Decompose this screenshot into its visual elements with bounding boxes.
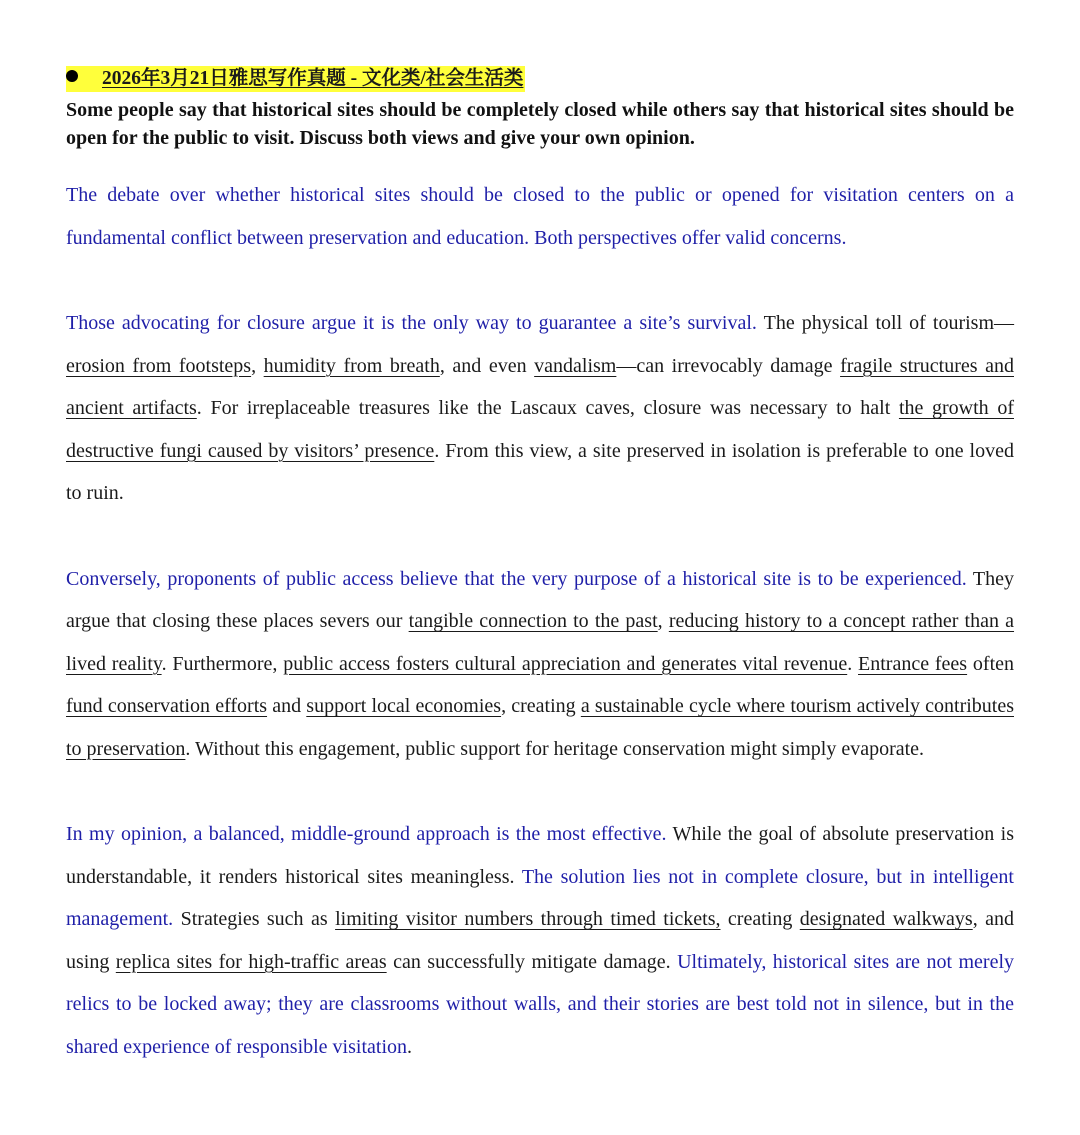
text-segment: . Furthermore, [161, 652, 284, 675]
underlined-phrase: reducing history to a concept rather than a lived reality [66, 610, 1015, 675]
text-segment: . Without this engagement, public support for heritage conservation might simply evaporate. [185, 737, 925, 760]
text-segment: . [847, 652, 859, 675]
text-segment: , [657, 610, 669, 632]
underlined-phrase: fragile structures and ancient artifacts [66, 354, 1014, 419]
highlighted-sentence: Ultimately, historical sites are not merely relics to be locked away; they are classrooms without walls, and their stories are best told not in silence, but in the shared experience of responsible visitation [66, 950, 1015, 1058]
essay-page [66, 62, 1014, 1068]
underlined-phrase: erosion from footsteps [66, 354, 252, 377]
underlined-phrase: fund conservation efforts [66, 695, 268, 717]
text-segment: While the goal of absolute preservation is understandable, it renders historical sites meaningless. [66, 823, 1014, 888]
underlined-phrase: public access fosters cultural appreciation and generates vital revenue [283, 652, 848, 675]
bullet-icon [66, 70, 78, 82]
heading-line [66, 62, 1014, 96]
underlined-phrase: tangible connection to the past [408, 610, 658, 632]
paragraph-introduction [66, 174, 1014, 259]
text-segment: . [407, 1035, 412, 1058]
paragraph-closure-view [66, 302, 1014, 515]
text-segment: They argue that closing these places severs our [66, 567, 1015, 632]
underlined-phrase: humidity from breath [263, 354, 440, 377]
underlined-phrase: support local economies [306, 695, 502, 717]
highlighted-sentence: The debate over whether historical sites should be closed to the public or opened for visitation centers on a fundamental conflict between preservation and education. Both perspectives offer valid concerns. [66, 184, 1014, 249]
text-segment: , and using [66, 908, 1015, 973]
text-segment: can successfully mitigate damage. [386, 950, 678, 973]
highlighted-heading [66, 66, 525, 92]
underlined-phrase: the growth of destructive fungi caused by visitors’ presence [66, 397, 1014, 462]
heading-text: 2026年3月21日雅思写作真题 - 文化类/社会生活类 [102, 68, 524, 89]
text-segment: Strategies such as [173, 908, 336, 930]
text-segment: , creating [501, 695, 581, 717]
text-segment: , [251, 354, 264, 377]
text-segment: —can irrevocably damage [616, 354, 841, 377]
highlighted-sentence: Those advocating for closure argue it is the only way to guarantee a site’s survival. [66, 312, 757, 334]
text-segment: , and even [439, 354, 535, 377]
underlined-phrase: a sustainable cycle where tourism actively contributes to preservation [66, 695, 1014, 760]
text-segment: . For irreplaceable treasures like the Lascaux caves, closure was necessary to halt [196, 397, 899, 419]
paragraph-public-access-view [66, 558, 1014, 771]
text-segment: . From this view, a site preserved in isolation is preferable to one loved to ruin. [66, 439, 1014, 504]
highlighted-sentence: Conversely, proponents of public access believe that the very purpose of a historical site is to be experienced. [66, 567, 967, 590]
text-segment: often [967, 652, 1014, 675]
paragraph-opinion [66, 813, 1014, 1068]
underlined-phrase: designated walkways [799, 908, 973, 930]
underlined-phrase: replica sites for high-traffic areas [115, 950, 387, 973]
underlined-phrase: limiting visitor numbers through timed tickets, [335, 908, 721, 930]
underlined-phrase: Entrance fees [858, 652, 968, 675]
text-segment: and [267, 695, 307, 717]
text-segment: The physical toll of tourism— [756, 312, 1014, 334]
underlined-phrase: vandalism [534, 354, 617, 377]
text-segment: creating [720, 908, 800, 930]
highlighted-sentence: The solution lies not in complete closure, but in intelligent management. [66, 865, 1014, 930]
highlighted-sentence: In my opinion, a balanced, middle-ground approach is the most effective. [66, 823, 667, 845]
essay-question: Some people say that historical sites should be completely closed while others say that historical sites should be open for the public to visit. Discuss both views and give your own opinion. [66, 99, 1014, 149]
